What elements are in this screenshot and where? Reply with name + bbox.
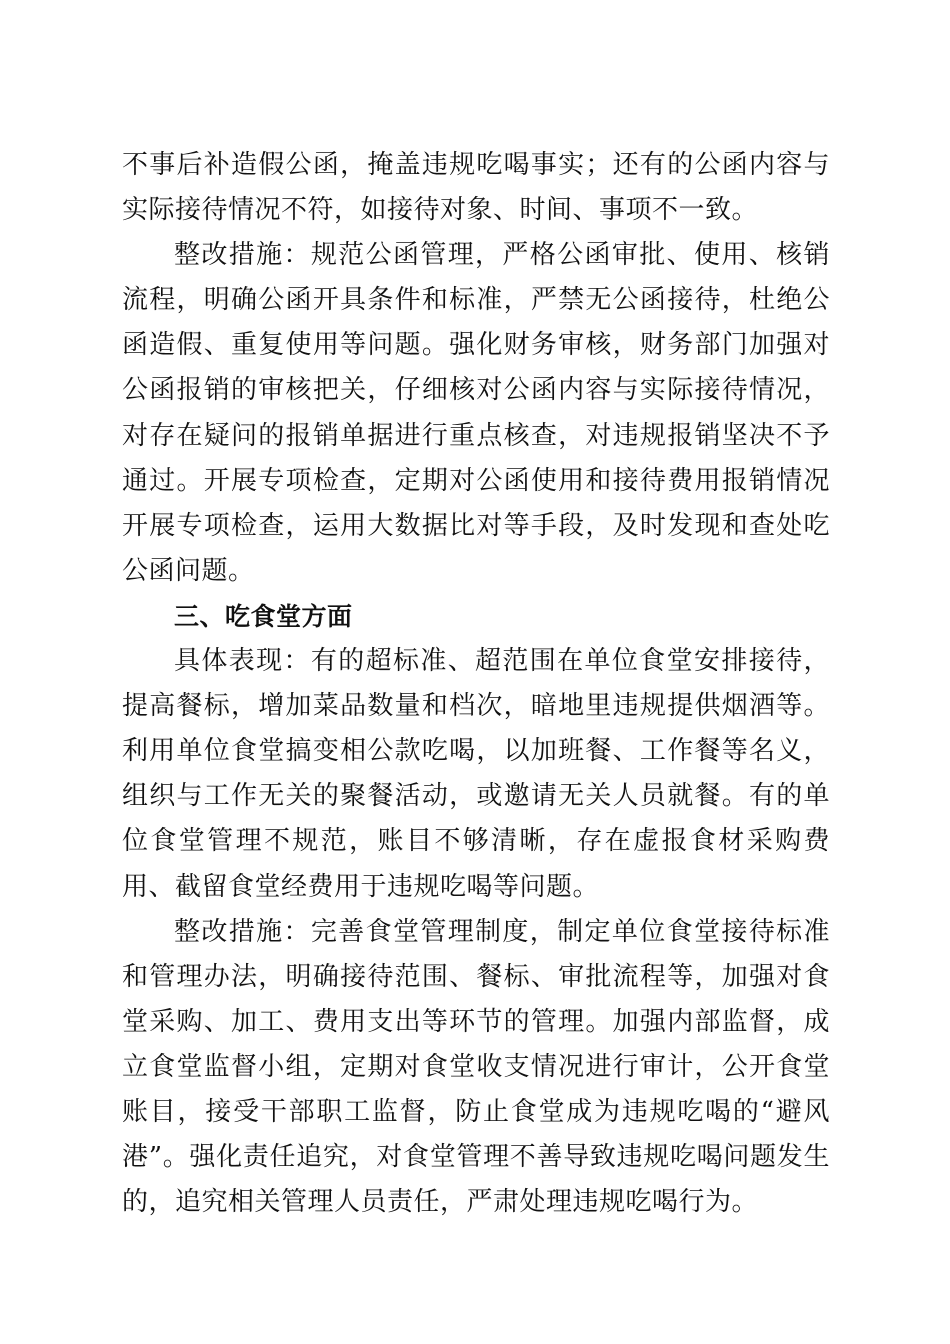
document-page <box>122 143 830 1225</box>
paragraph-rectification-official-letters: 整改措施：规范公函管理，严格公函审批、使用、核销流程，明确公函开具条件和标准，严禁无公函接待，杜绝公函造假、重复使用等问题。强化财务审核，财务部门加强对公函报销的审核把关，仔细核对公函内容与实际接待情况，对存在疑问的报销单据进行重点核查，对违规报销坚决不予通过。开展专项检查，定期对公函使用和接待费用报销情况开展专项检查，运用大数据比对等手段，及时发现和查处吃公函问题。 <box>122 240 830 586</box>
paragraph-canteen-manifestations: 具体表现：有的超标准、超范围在单位食堂安排接待，提高餐标，增加菜品数量和档次，暗地里违规提供烟酒等。利用单位食堂搞变相公款吃喝，以加班餐、工作餐等名义，组织与工作无关的聚餐活动，或邀请无关人员就餐。有的单位食堂管理不规范，账目不够清晰，存在虚报食材采购费用、截留食堂经费用于违规吃喝等问题。 <box>122 646 830 902</box>
paragraph-canteen-rectification: 整改措施：完善食堂管理制度，制定单位食堂接待标准和管理办法，明确接待范围、餐标、审批流程等，加强对食堂采购、加工、费用支出等环节的管理。加强内部监督，成立食堂监督小组，定期对食堂收支情况进行审计，公开食堂账目，接受干部职工监督，防止食堂成为违规吃喝的“避风港”。强化责任追究，对食堂管理不善导致违规吃喝问题发生的，追究相关管理人员责任，严肃处理违规吃喝行为。 <box>122 916 830 1218</box>
section-heading-canteen: 三、吃食堂方面 <box>174 601 353 631</box>
paragraph-continuation: 不事后补造假公函，掩盖违规吃喝事实；还有的公函内容与实际接待情况不符，如接待对象、时间、事项不一致。 <box>122 150 830 226</box>
